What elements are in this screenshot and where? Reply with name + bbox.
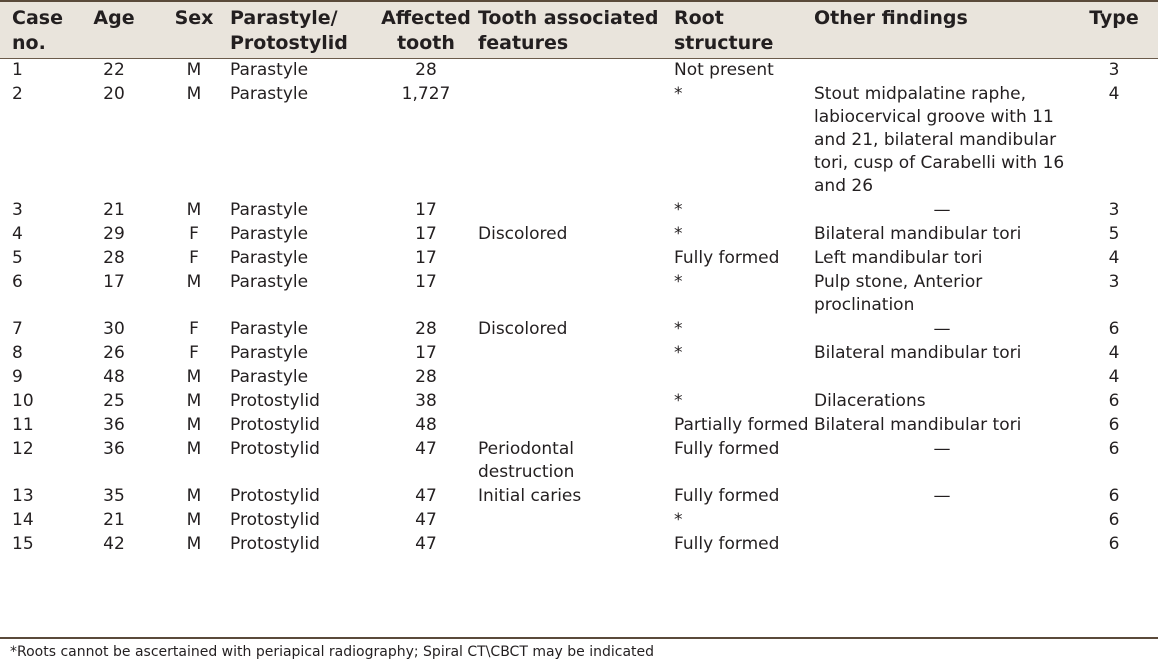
table-row: [0, 532, 1158, 556]
cell-affected-tooth: 28: [415, 319, 437, 339]
cell-type: 3: [1108, 272, 1120, 292]
cell-parastyle: Parastyle: [230, 84, 309, 104]
cell-type: 4: [1108, 84, 1120, 104]
cell-case-no: 13: [12, 486, 34, 506]
table-row: [0, 437, 1158, 484]
cell-case-no: 10: [12, 391, 34, 411]
cell-age: 25: [103, 391, 125, 411]
cell-affected-tooth: 17: [415, 343, 437, 363]
cell-sex: M: [186, 415, 202, 435]
cell-root-structure: *: [674, 391, 683, 411]
cell-age: 30: [103, 319, 125, 339]
cell-case-no: 15: [12, 534, 34, 554]
cell-age: 20: [103, 84, 125, 104]
cell-tooth-features: [478, 58, 674, 82]
cell-affected-tooth: 47: [415, 510, 437, 530]
cell-tooth-features: [478, 82, 674, 198]
cell-type: 5: [1108, 224, 1120, 244]
cell-sex: M: [186, 367, 202, 387]
cell-other-findings: Pulp stone, Anterior proclination: [814, 272, 983, 315]
cell-parastyle: Parastyle: [230, 367, 309, 387]
cell-affected-tooth: 17: [415, 272, 437, 292]
cell-root-structure: Fully formed: [674, 248, 780, 268]
cell-affected-tooth: 17: [415, 200, 437, 220]
cell-tooth-features: [478, 341, 674, 365]
cell-type: 6: [1108, 510, 1120, 530]
cell-root-structure: Fully formed: [674, 534, 780, 554]
cell-type: 6: [1108, 319, 1120, 339]
cell-other-findings: Bilateral mandibular tori: [814, 224, 1022, 244]
header-root-structure: Root structure: [674, 7, 774, 54]
cell-affected-tooth: 47: [415, 486, 437, 506]
cell-affected-tooth: 17: [415, 224, 437, 244]
cell-parastyle: Protostylid: [230, 439, 320, 459]
cell-case-no: 4: [12, 224, 23, 244]
cell-tooth-features: [478, 246, 674, 270]
cell-age: 36: [103, 415, 125, 435]
cell-parastyle: Parastyle: [230, 343, 309, 363]
cell-parastyle: Protostylid: [230, 534, 320, 554]
cell-case-no: 12: [12, 439, 34, 459]
cell-sex: M: [186, 60, 202, 80]
cell-other-findings: —: [933, 439, 951, 459]
cell-root-structure: *: [674, 272, 683, 292]
cell-root-structure: Not present: [674, 60, 774, 80]
cell-other-findings: [814, 508, 1070, 532]
cell-type: 6: [1108, 415, 1120, 435]
cell-other-findings: Dilacerations: [814, 391, 926, 411]
table-row: [0, 222, 1158, 246]
header-parastyle: Parastyle/ Protostylid: [230, 7, 348, 54]
header-case: Case no.: [12, 7, 63, 54]
cell-root-structure: *: [674, 84, 683, 104]
cell-age: 48: [103, 367, 125, 387]
table-row: [0, 58, 1158, 82]
cell-age: 26: [103, 343, 125, 363]
cell-other-findings: —: [933, 200, 951, 220]
cell-parastyle: Parastyle: [230, 248, 309, 268]
header-other-findings: Other findings: [814, 7, 968, 29]
cell-parastyle: Parastyle: [230, 224, 309, 244]
cell-age: 21: [103, 200, 125, 220]
cell-age: 36: [103, 439, 125, 459]
cell-parastyle: Protostylid: [230, 486, 320, 506]
cell-tooth-features: [478, 198, 674, 222]
cell-age: 21: [103, 510, 125, 530]
cell-type: 6: [1108, 534, 1120, 554]
cell-affected-tooth: 28: [415, 60, 437, 80]
cell-case-no: 14: [12, 510, 34, 530]
cell-tooth-features: [478, 413, 674, 437]
cell-other-findings: Bilateral mandibular tori: [814, 415, 1022, 435]
cell-type: 6: [1108, 391, 1120, 411]
header-type: Type: [1089, 7, 1139, 29]
table-row: [0, 484, 1158, 508]
cell-sex: F: [189, 343, 199, 363]
cell-sex: M: [186, 84, 202, 104]
cell-other-findings: —: [933, 319, 951, 339]
header-age: Age: [93, 7, 135, 29]
table-row: [0, 317, 1158, 341]
cell-other-findings: [814, 365, 1070, 389]
cell-type: 6: [1108, 439, 1120, 459]
table-row: [0, 413, 1158, 437]
cell-sex: F: [189, 248, 199, 268]
cell-parastyle: Protostylid: [230, 415, 320, 435]
cell-case-no: 9: [12, 367, 23, 387]
table-row: [0, 389, 1158, 413]
header-row: [0, 2, 1158, 58]
cell-type: 3: [1108, 200, 1120, 220]
cell-other-findings: —: [933, 486, 951, 506]
cell-sex: M: [186, 200, 202, 220]
cell-parastyle: Parastyle: [230, 319, 309, 339]
case-table: [0, 2, 1158, 556]
cell-root-structure: Partially formed: [674, 415, 809, 435]
header-sex: Sex: [174, 7, 214, 29]
cell-case-no: 3: [12, 200, 23, 220]
cell-other-findings: Bilateral mandibular tori: [814, 343, 1022, 363]
cell-age: 35: [103, 486, 125, 506]
cell-root-structure: [674, 365, 814, 389]
cell-sex: F: [189, 319, 199, 339]
table-row: [0, 341, 1158, 365]
cell-tooth-features: Periodontal destruction: [478, 439, 575, 482]
cell-type: 4: [1108, 248, 1120, 268]
cell-age: 17: [103, 272, 125, 292]
cell-root-structure: *: [674, 319, 683, 339]
cell-case-no: 8: [12, 343, 23, 363]
cell-sex: M: [186, 272, 202, 292]
table-body: [0, 58, 1158, 556]
header-affected-tooth: Affected tooth: [381, 7, 471, 54]
table-row: [0, 198, 1158, 222]
cell-affected-tooth: 47: [415, 439, 437, 459]
cell-sex: M: [186, 486, 202, 506]
cell-case-no: 5: [12, 248, 23, 268]
cell-other-findings: Left mandibular tori: [814, 248, 983, 268]
cell-sex: M: [186, 534, 202, 554]
table-row: [0, 270, 1158, 317]
cell-tooth-features: [478, 389, 674, 413]
cell-age: 28: [103, 248, 125, 268]
cell-type: 4: [1108, 343, 1120, 363]
cell-root-structure: Fully formed: [674, 439, 780, 459]
cell-parastyle: Parastyle: [230, 200, 309, 220]
cell-affected-tooth: 38: [415, 391, 437, 411]
cell-sex: M: [186, 439, 202, 459]
cell-age: 42: [103, 534, 125, 554]
cell-case-no: 11: [12, 415, 34, 435]
cell-root-structure: *: [674, 200, 683, 220]
cell-affected-tooth: 47: [415, 534, 437, 554]
cell-parastyle: Parastyle: [230, 60, 309, 80]
table-head: [0, 2, 1158, 58]
cell-affected-tooth: 1,727: [401, 84, 451, 104]
cell-root-structure: *: [674, 510, 683, 530]
cell-case-no: 1: [12, 60, 23, 80]
cell-root-structure: *: [674, 224, 683, 244]
cell-parastyle: Protostylid: [230, 510, 320, 530]
bottom-rule: [0, 637, 1158, 639]
cell-tooth-features: Discolored: [478, 224, 568, 244]
cell-tooth-features: [478, 270, 674, 317]
cell-tooth-features: Discolored: [478, 319, 568, 339]
cell-parastyle: Protostylid: [230, 391, 320, 411]
cell-other-findings: [814, 58, 1070, 82]
cell-other-findings: Stout midpalatine raphe, labiocervical groove with 11 and 21, bilateral mandibular tori, cusp of Carabelli with 16 and 26: [814, 84, 1065, 196]
cell-age: 22: [103, 60, 125, 80]
cell-type: 3: [1108, 60, 1120, 80]
cell-tooth-features: [478, 365, 674, 389]
cell-root-structure: Fully formed: [674, 486, 780, 506]
cell-case-no: 7: [12, 319, 23, 339]
cell-sex: M: [186, 391, 202, 411]
cell-root-structure: *: [674, 343, 683, 363]
cell-affected-tooth: 48: [415, 415, 437, 435]
cell-type: 4: [1108, 367, 1120, 387]
table-row: [0, 365, 1158, 389]
cell-other-findings: [814, 532, 1070, 556]
cell-parastyle: Parastyle: [230, 272, 309, 292]
cell-case-no: 6: [12, 272, 23, 292]
cell-tooth-features: [478, 532, 674, 556]
cell-age: 29: [103, 224, 125, 244]
cell-tooth-features: [478, 508, 674, 532]
table-row: [0, 246, 1158, 270]
table-row: [0, 508, 1158, 532]
cell-sex: F: [189, 224, 199, 244]
header-tooth-features: Tooth associated features: [478, 7, 659, 54]
cell-affected-tooth: 28: [415, 367, 437, 387]
cell-type: 6: [1108, 486, 1120, 506]
cell-case-no: 2: [12, 84, 23, 104]
table-row: [0, 82, 1158, 198]
cell-affected-tooth: 17: [415, 248, 437, 268]
cell-tooth-features: Initial caries: [478, 486, 582, 506]
table-footnote: *Roots cannot be ascertained with periapical radiography; Spiral CT\CBCT may be indicated: [10, 644, 655, 660]
cell-sex: M: [186, 510, 202, 530]
